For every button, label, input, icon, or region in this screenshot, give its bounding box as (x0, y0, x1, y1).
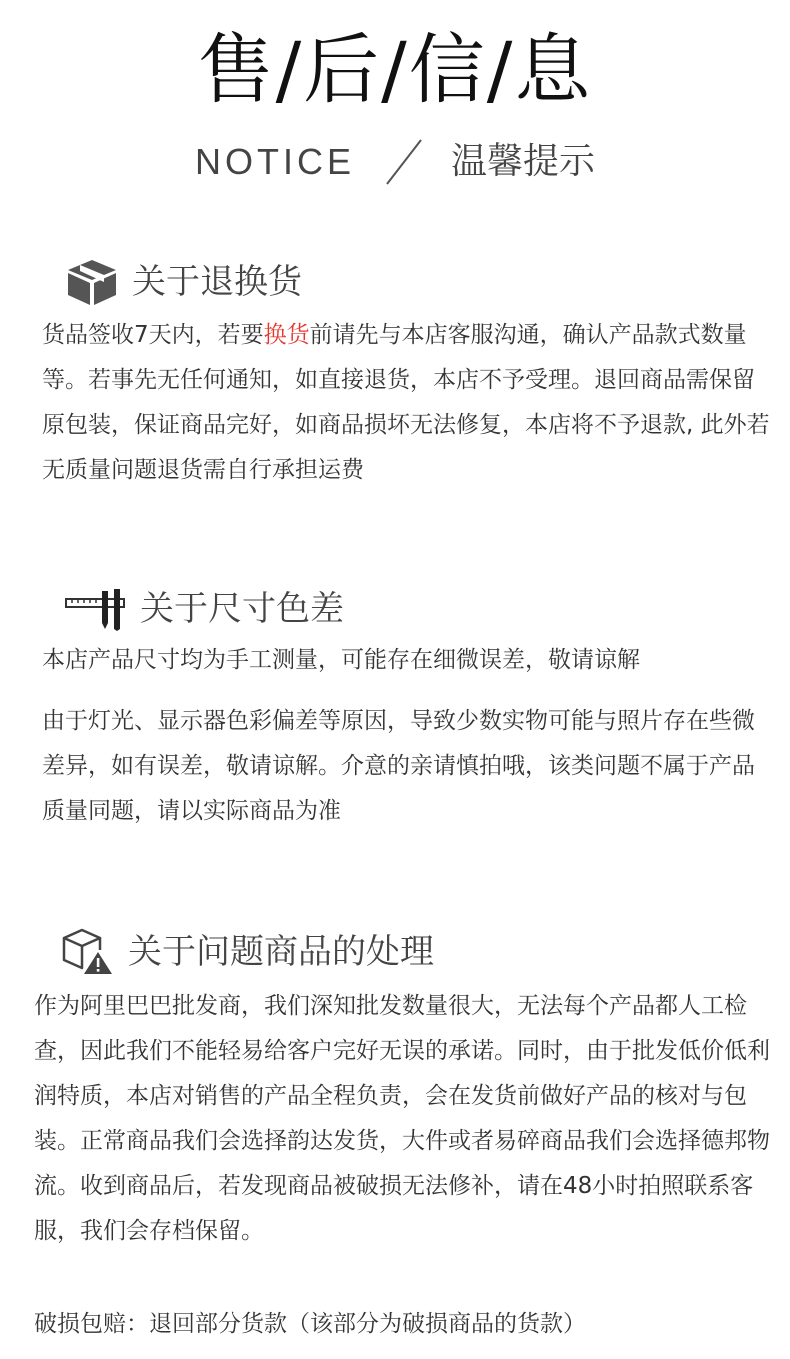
size-paragraph-2: 由于灯光、显示器色彩偏差等原因，导致少数实物可能与照片存在些微差异，如有误差，敬请谅解。介意的亲请慎拍哦，该类问题不属于产品质量同题，请以实际商品为准 (42, 708, 755, 824)
size-paragraph-1: 本店产品尺寸均为手工测量，可能存在细微误差，敬请谅解 (42, 647, 640, 673)
slash-divider-icon (373, 136, 433, 188)
section-returns-heading (66, 258, 302, 306)
section-size-title: 关于尺寸色差 (140, 589, 344, 629)
section-issue-heading (60, 928, 434, 976)
section-issue-title: 关于问题商品的处理 (128, 932, 434, 972)
issue-paragraph-2: 破损包赔：退回部分货款（该部分为破损商品的货款） (34, 1311, 586, 1337)
returns-text-pre: 货品签收7天内，若要 (42, 322, 264, 348)
caliper-ruler-icon (64, 587, 126, 631)
returns-highlight: 换货 (263, 322, 310, 348)
section-size-heading (64, 587, 344, 631)
notice-chinese: 温馨提示 (451, 141, 596, 182)
returns-paragraph (42, 313, 772, 493)
notice-subtitle (0, 136, 790, 188)
package-box-icon (66, 258, 118, 306)
page-title: 售/后/信/息 (197, 25, 593, 114)
box-warning-icon (60, 928, 114, 976)
issue-paragraph-1: 作为阿里巴巴批发商，我们深知批发数量很大，无法每个产品都人工检查，因此我们不能轻易给客户完好无误的承诺。同时，由于批发低价低利润特质，本店对销售的产品全程负责，会在发货前做好产品的核对与包装。正常商品我们会选择韵达发货，大件或者易碎商品我们会选择德邦物流。收到商品后，若发现商品被破损无法修补，请在48小时拍照联系客服，我们会存档保留。 (34, 993, 770, 1244)
notice-english: NOTICE (194, 141, 355, 182)
returns-text-post: 前请先与本店客服沟通，确认产品款式数量等。若事先无任何通知，如直接退货，本店不予受理。退回商品需保留原包装，保证商品完好，如商品损坏无法修复，本店将不予退款, 此外若无质量问题退货需自行承担运费 (42, 322, 770, 483)
section-returns-title: 关于退换货 (132, 262, 302, 302)
